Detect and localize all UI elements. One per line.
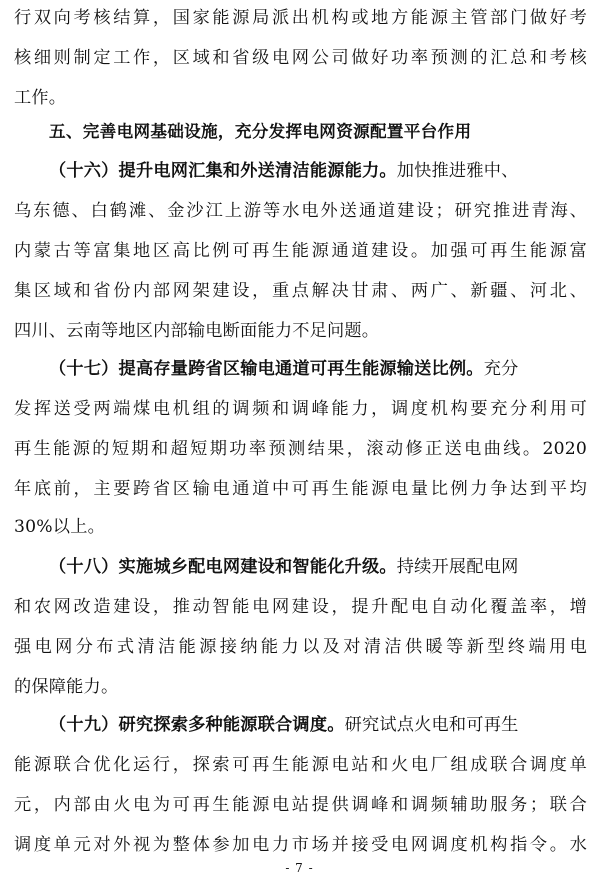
- body-line: 调度单元对外视为整体参加电力市场并接受电网调度机构指令。水: [14, 835, 587, 855]
- clause-text: 研究试点火电和可再生: [344, 715, 519, 735]
- page-number: - 7 -: [285, 861, 314, 875]
- section-heading: 五、完善电网基础设施，充分发挥电网资源配置平台作用: [49, 122, 472, 141]
- paragraph-17-first-line: [49, 355, 587, 383]
- body-line: 发挥送受两端煤电机组的调频和调峰能力，调度机构要充分利用可: [14, 399, 587, 419]
- body-line: 四川、云南等地区内部输电断面能力不足问题。: [14, 321, 380, 341]
- body-line: 和农网改造建设，推动智能电网建设，提升配电自动化覆盖率，增: [14, 597, 587, 617]
- body-line: 元，内部由火电为可再生能源电站提供调峰和调频辅助服务；联合: [14, 795, 587, 815]
- paragraph-16-first-line: [49, 157, 587, 185]
- clause-text: 充分: [483, 359, 519, 379]
- clause-text: 持续开展配电网: [396, 557, 519, 577]
- body-line: 乌东德、白鹤滩、金沙江上游等水电外送通道建设；研究推进青海、: [14, 201, 587, 221]
- clause-title: （十七）提高存量跨省区输电通道可再生能源输送比例。: [49, 359, 484, 379]
- body-line: 能源联合优化运行，探索可再生能源电站和火电厂组成联合调度单: [14, 755, 587, 775]
- clause-title: （十八）实施城乡配电网建设和智能化升级。: [49, 557, 397, 577]
- body-line: 再生能源的短期和超短期功率预测结果，滚动修正送电曲线。2020: [14, 439, 587, 459]
- body-line: 强电网分布式清洁能源接纳能力以及对清洁供暖等新型终端用电: [14, 637, 587, 657]
- body-line: 的保障能力。: [14, 677, 119, 697]
- clause-title: （十六）提升电网汇集和外送清洁能源能力。: [49, 161, 397, 181]
- body-line: 集区域和省份内部网架建设，重点解决甘肃、两广、新疆、河北、: [14, 281, 587, 301]
- body-line: 核细则制定工作，区域和省级电网公司做好功率预测的汇总和考核: [14, 48, 587, 68]
- paragraph-19-first-line: [49, 711, 587, 739]
- paragraph-18-first-line: [49, 553, 587, 581]
- body-line: 内蒙古等富集地区高比例可再生能源通道建设。加强可再生能源富: [14, 241, 587, 261]
- body-line: 30%以上。: [14, 517, 105, 537]
- body-line: 行双向考核结算，国家能源局派出机构或地方能源主管部门做好考: [14, 8, 587, 28]
- clause-title: （十九）研究探索多种能源联合调度。: [49, 715, 345, 735]
- clause-text: 加快推进雅中、: [396, 161, 519, 181]
- body-line: 年底前，主要跨省区输电通道中可再生能源电量比例力争达到平均: [14, 479, 587, 499]
- body-line: 工作。: [14, 88, 67, 108]
